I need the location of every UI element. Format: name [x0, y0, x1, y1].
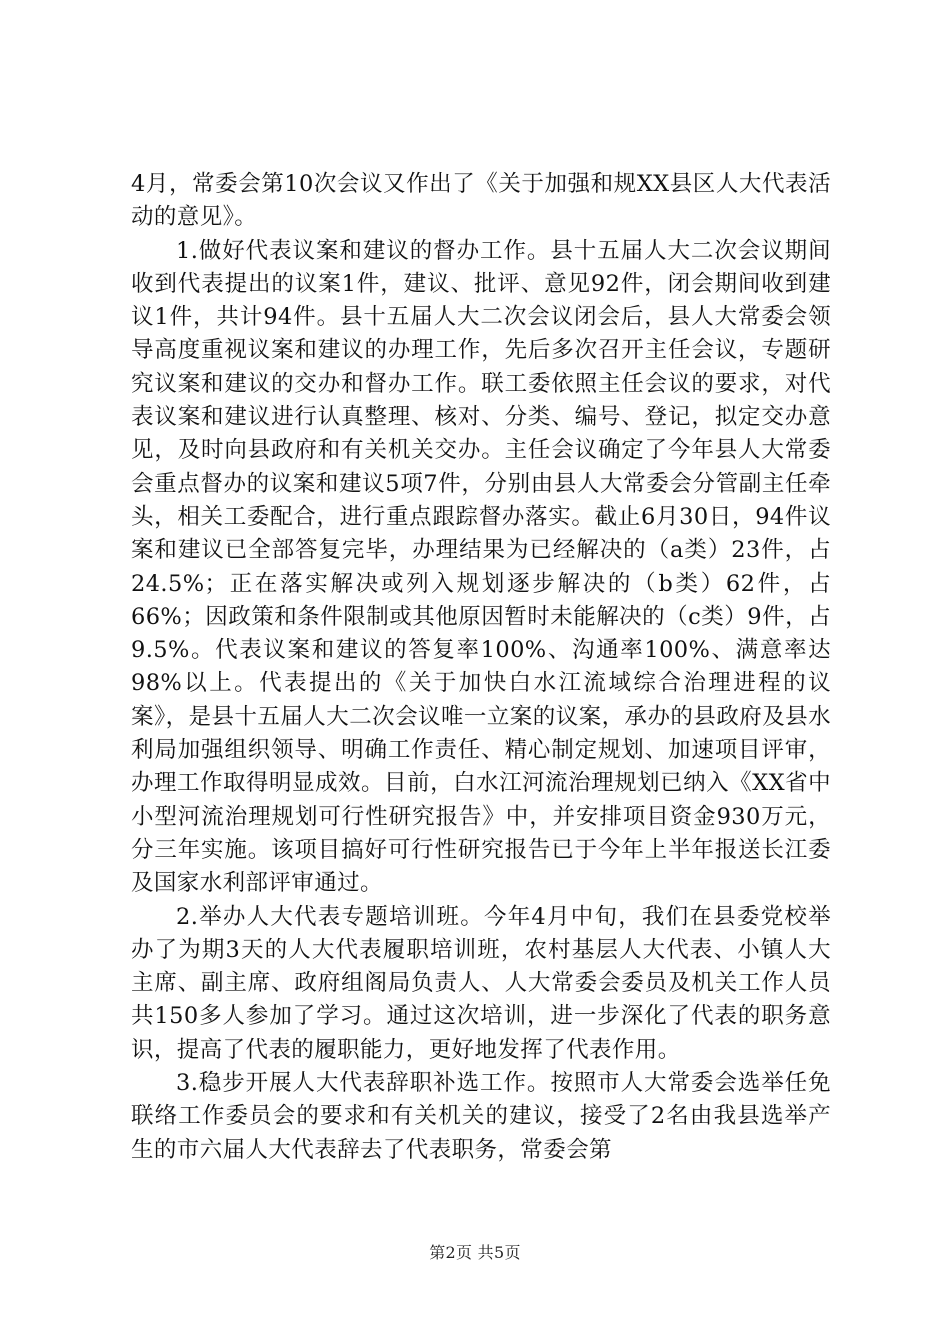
paragraph-item-2: 2.举办人大代表专题培训班。今年4月中旬，我们在县委党校举办了为期3天的人大代表履职培训班，农村基层人大代表、小镇人大主席、副主席、政府组阁局负责人、人大常委会委员及机关工作人员共150多人参加了学习。通过这次培训，进一步深化了代表的职务意识，提高了代表的履职能力，更好地发挥了代表作用。 — [131, 903, 831, 1063]
paragraph-item-3: 3.稳步开展人大代表辞职补选工作。按照市人大常委会选举任免联络工作委员会的要求和有关机关的建议，接受了2名由我县选举产生的市六届人大代表辞去了代表职务，常委会第 — [131, 1070, 831, 1163]
document-body — [131, 168, 831, 1167]
page-number-footer: 第2页 共5页 — [429, 1243, 521, 1262]
paragraph-continuation: 4月，常委会第10次会议又作出了《关于加强和规XX县区人大代表活动的意见》。 — [131, 171, 831, 231]
paragraph-item-1: 1.做好代表议案和建议的督办工作。县十五届人大二次会议期间收到代表提出的议案1件，建议、批评、意见92件，闭会期间收到建议1件，共计94件。县十五届人大二次会议闭会后，县人大常委会领导高度重视议案和建议的办理工作，先后多次召开主任会议，专题研究议案和建议的交办和督办工作。联工委依照主任会议的要求，对代表议案和建议进行认真整理、核对、分类、编号、登记，拟定交办意见，及时向县政府和有关机关交办。主任会议确定了今年县人大常委会重点督办的议案和建议5项7件，分别由县人大常委会分管副主任牵头，相关工委配合，进行重点跟踪督办落实。截止6月30日，94件议案和建议已全部答复完毕，办理结果为已经解决的（a类）23件，占24.5%；正在落实解决或列入规划逐步解决的（b类）62件，占66%；因政策和条件限制或其他原因暂时未能解决的（c类）9件，占9.5%。代表议案和建议的答复率100%、沟通率100%、满意率达98%以上。代表提出的《关于加快白水江流域综合治理进程的议案》，是县十五届人大二次会议唯一立案的议案，承办的县政府及县水利局加强组织领导、明确工作责任、精心制定规划、加速项目评审，办理工作取得明显成效。目前，白水江河流治理规划已纳入《XX省中小型河流治理规划可行性研究报告》中，并安排项目资金930万元，分三年实施。该项目搞好可行性研究报告已于今年上半年报送长江委及国家水利部评审通过。 — [131, 237, 831, 897]
